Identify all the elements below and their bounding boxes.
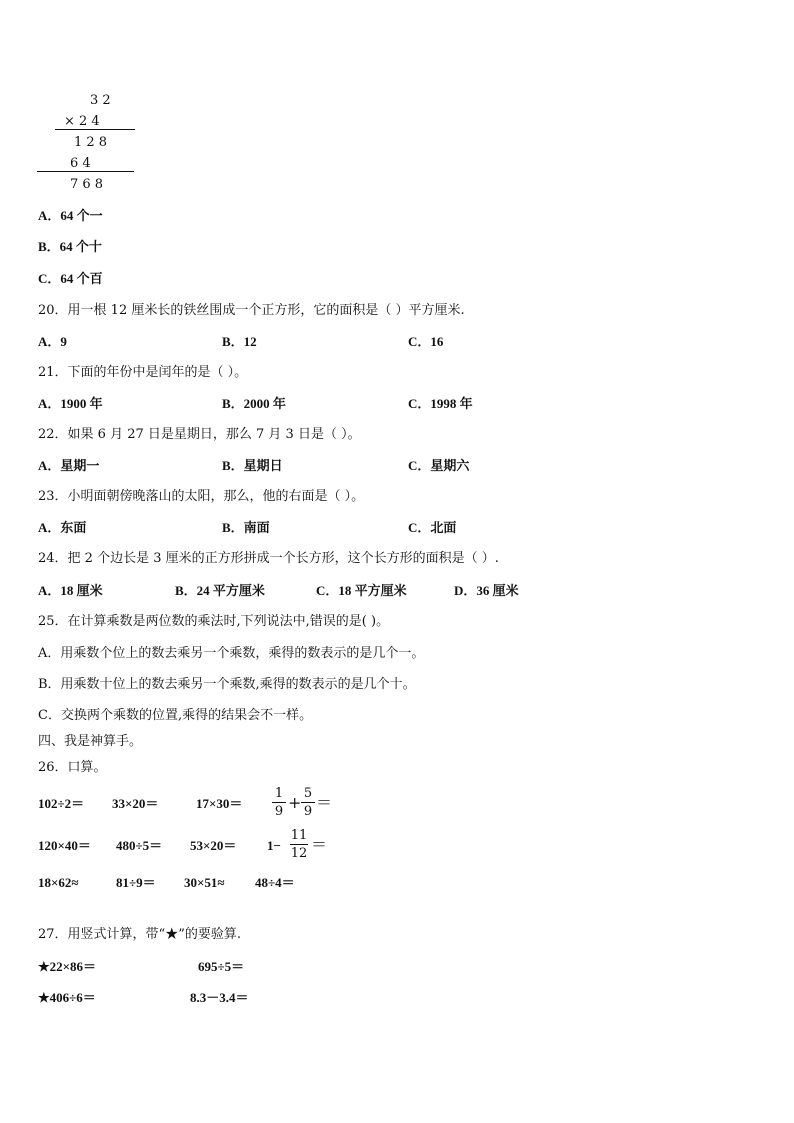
q21-stem: 21．下面的年份中是闰年的是（ ）。: [38, 365, 248, 380]
fraction-five-ninths: [301, 786, 315, 819]
mult-line-2: [37, 171, 134, 172]
written-calc-item: 8.3－3.4＝: [190, 990, 249, 1005]
q19-option-a: A．64 个一: [38, 208, 103, 223]
equals-sign: ＝: [316, 793, 333, 812]
denominator: 12: [290, 846, 308, 861]
q20-option-c: C．16: [408, 334, 444, 349]
mult-row-3: 1 2 8: [74, 135, 108, 150]
written-calc-item: ★406÷6＝: [38, 990, 96, 1005]
q24-option-c: C．18 平方厘米: [316, 583, 407, 598]
q23-option-c: C．北面: [408, 520, 457, 535]
q21-option-c: C．1998 年: [408, 396, 473, 411]
written-calc-item: 695÷5＝: [198, 959, 245, 974]
oral-calc-item: 30×51≈: [184, 875, 225, 890]
q23-option-a: A．东面: [38, 520, 87, 535]
q23-stem: 23．小明面朝傍晚落山的太阳，那么，他的右面是（ ）。: [38, 489, 365, 504]
mult-row-2: × 2 4: [64, 114, 100, 129]
q20-stem: 20．用一根 12 厘米长的铁丝围成一个正方形，它的面积是（ ）平方厘米.: [38, 303, 465, 318]
oral-calc-item: 480÷5＝: [116, 838, 163, 853]
mult-row-1: 3 2: [90, 93, 111, 108]
oral-calc-item: 33×20＝: [112, 796, 159, 811]
equals-sign: ＝: [311, 835, 328, 854]
fraction-eleven-twelfths: [290, 828, 308, 861]
q25-option-b: B．用乘数十位上的数去乘另一个乘数,乘得的数表示的是几个十。: [38, 677, 416, 692]
q19-option-b: B．64 个十: [38, 239, 102, 254]
q24-option-b: B．24 平方厘米: [175, 583, 265, 598]
denominator: 9: [274, 804, 284, 819]
numerator: 5: [303, 786, 313, 801]
fraction-one-ninth: [272, 786, 286, 819]
plus-sign: +: [288, 793, 302, 812]
q25-stem: 25．在计算乘数是两位数的乘法时,下列说法中,错误的是( )。: [38, 614, 390, 629]
q20-option-b: B．12: [222, 334, 257, 349]
q24-option-a: A．18 厘米: [38, 583, 103, 598]
oral-calc-item: 53×20＝: [190, 838, 237, 853]
q21-option-b: B．2000 年: [222, 396, 286, 411]
q22-option-c: C．星期六: [408, 458, 470, 473]
mult-row-5: 7 6 8: [70, 177, 104, 192]
oral-calc-item: 48÷4＝: [255, 875, 295, 890]
q20-option-a: A．9: [38, 334, 67, 349]
mult-line-1: [55, 129, 135, 130]
fraction-bar: [272, 802, 286, 803]
numerator: 11: [290, 828, 308, 843]
q25-option-a: A．用乘数个位上的数去乘另一个乘数，乘得的数表示的是几个一。: [38, 646, 425, 661]
fraction-bar: [290, 844, 308, 845]
oral-calc-item: 17×30＝: [196, 796, 243, 811]
q24-option-d: D．36 厘米: [454, 583, 519, 598]
oral-calc-item: 102÷2＝: [38, 796, 85, 811]
section-heading: 四、我是神算手。: [38, 734, 143, 749]
oral-calc-item: 120×40＝: [38, 838, 91, 853]
mult-row-4: 6 4: [70, 156, 91, 171]
q24-stem: 24．把 2 个边长是 3 厘米的正方形拼成一个长方形，这个长方形的面积是（ ）.: [38, 551, 499, 566]
oral-calc-item: 81÷9＝: [116, 875, 156, 890]
fraction-bar: [301, 802, 315, 803]
q21-option-a: A．1900 年: [38, 396, 103, 411]
oral-calc-item: 18×62≈: [38, 875, 79, 890]
written-calc-item: ★22×86＝: [38, 959, 97, 974]
q27-stem: 27．用竖式计算，带“★”的要验算.: [38, 927, 241, 942]
numerator: 1: [274, 786, 284, 801]
q19-option-c: C．64 个百: [38, 271, 103, 286]
q25-option-c: C．交换两个乘数的位置,乘得的结果会不一样。: [38, 708, 313, 723]
q23-option-b: B．南面: [222, 520, 270, 535]
q26-stem: 26．口算。: [38, 760, 107, 775]
one-minus: 1−: [267, 838, 281, 853]
q22-option-a: A．星期一: [38, 458, 100, 473]
q22-stem: 22．如果 6 月 27 日是星期日，那么 7 月 3 日是（ ）。: [38, 427, 361, 442]
denominator: 9: [303, 804, 313, 819]
q22-option-b: B．星期日: [222, 458, 283, 473]
